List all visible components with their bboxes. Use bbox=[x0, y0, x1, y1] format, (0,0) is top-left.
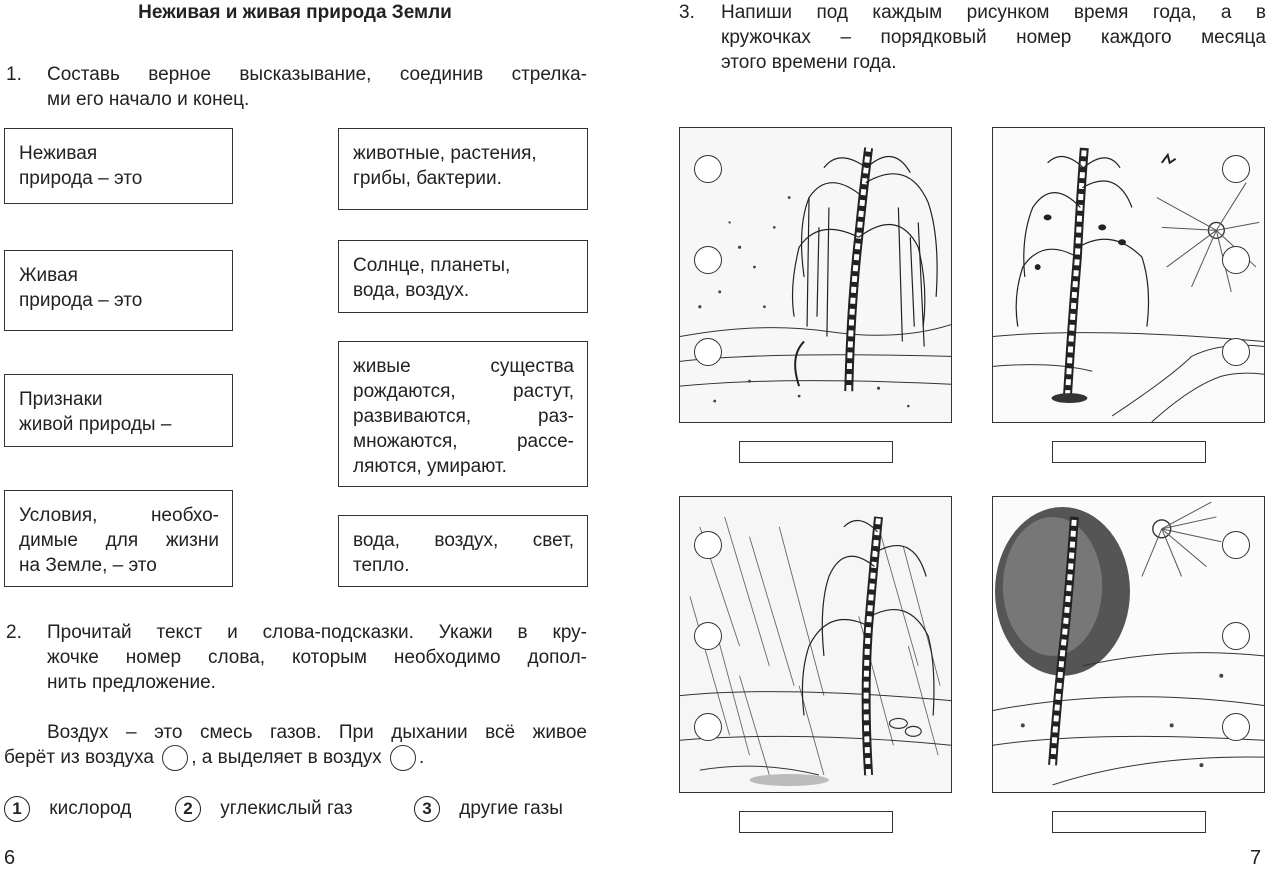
task1-instruction bbox=[47, 62, 587, 112]
end-box-3[interactable] bbox=[338, 341, 588, 487]
sentence-end: . bbox=[418, 747, 425, 769]
task2-text-line2: жочке номер слова, которым необходимо допол- bbox=[47, 647, 587, 668]
option-3-number: 3 bbox=[414, 796, 440, 822]
month-circle-summer-2[interactable] bbox=[1222, 622, 1250, 650]
option-3 bbox=[414, 796, 563, 822]
month-circle-autumn-2[interactable] bbox=[694, 246, 722, 274]
task1-text-line2: ми его начало и конец. bbox=[47, 89, 250, 110]
month-circle-rain-3[interactable] bbox=[694, 713, 722, 741]
end-box-3-line5: ляются, умирают. bbox=[353, 456, 507, 477]
task2-text-line1: Прочитай текст и слова-подсказки. Укажи в кру- bbox=[47, 622, 587, 643]
task2-sentence-line2 bbox=[4, 745, 588, 771]
start-box-4-line1: Условия, необхо- bbox=[19, 505, 219, 526]
answer-box-rain[interactable] bbox=[739, 811, 893, 833]
start-box-1-line1: Неживая bbox=[19, 143, 98, 164]
task3-text-line3: этого времени года. bbox=[721, 52, 897, 73]
answer-box-summer[interactable] bbox=[1052, 811, 1206, 833]
answer-circle-1[interactable] bbox=[162, 745, 188, 771]
task3-instruction bbox=[721, 0, 1266, 75]
end-box-2-line1: Солнце, планеты, bbox=[353, 255, 511, 276]
month-circle-autumn-3[interactable] bbox=[694, 338, 722, 366]
option-1-label: кислород bbox=[49, 798, 132, 819]
end-box-3-line2: рождаются, растут, bbox=[353, 381, 574, 402]
month-circle-summer-3[interactable] bbox=[1222, 713, 1250, 741]
end-box-1-line1: животные, растения, bbox=[353, 143, 537, 164]
task3-text-line2: кружочках – порядковый номер каждого месяца bbox=[721, 27, 1266, 48]
month-circle-autumn-1[interactable] bbox=[694, 155, 722, 183]
start-box-3-line2: живой природы – bbox=[19, 414, 172, 435]
answer-box-autumn[interactable] bbox=[739, 441, 893, 463]
month-circle-spring-2[interactable] bbox=[1222, 246, 1250, 274]
end-box-4-line1: вода, воздух, свет, bbox=[353, 530, 574, 551]
start-box-2-line2: природа – это bbox=[19, 290, 143, 311]
task2-sentence-line1: Воздух – это смесь газов. При дыхании всё живое bbox=[47, 722, 587, 743]
page-number-right: 7 bbox=[1250, 847, 1262, 869]
task2-number: 2. bbox=[6, 622, 22, 643]
start-box-1-line2: природа – это bbox=[19, 168, 143, 189]
start-box-3-line1: Признаки bbox=[19, 389, 103, 410]
task2-text-line3: нить предложение. bbox=[47, 672, 216, 693]
option-3-label: другие газы bbox=[459, 798, 563, 819]
task1-text-line1: Составь верное высказывание, соединив стрелка- bbox=[47, 64, 587, 85]
answer-circle-2[interactable] bbox=[390, 745, 416, 771]
start-box-3[interactable] bbox=[4, 374, 233, 447]
month-circle-spring-1[interactable] bbox=[1222, 155, 1250, 183]
answer-box-spring[interactable] bbox=[1052, 441, 1206, 463]
end-box-3-line1: живые существа bbox=[353, 356, 574, 377]
end-box-3-line3: развиваются, раз- bbox=[353, 406, 574, 427]
task2-instruction bbox=[47, 620, 587, 695]
start-box-4[interactable] bbox=[4, 490, 233, 587]
month-circle-summer-1[interactable] bbox=[1222, 531, 1250, 559]
end-box-4-line2: тепло. bbox=[353, 555, 410, 576]
task3-text-line1: Напиши под каждым рисунком время года, а в bbox=[721, 2, 1266, 23]
end-box-4[interactable] bbox=[338, 515, 588, 587]
option-2-number: 2 bbox=[175, 796, 201, 822]
option-1 bbox=[4, 796, 131, 822]
task3-number: 3. bbox=[679, 2, 695, 23]
start-box-4-line2: димые для жизни bbox=[19, 530, 219, 551]
month-circle-rain-1[interactable] bbox=[694, 531, 722, 559]
start-box-2-line1: Живая bbox=[19, 265, 78, 286]
end-box-3-line4: множаются, рассе- bbox=[353, 431, 574, 452]
month-circle-rain-2[interactable] bbox=[694, 622, 722, 650]
month-circle-spring-3[interactable] bbox=[1222, 338, 1250, 366]
end-box-2-line2: вода, воздух. bbox=[353, 280, 470, 301]
option-2 bbox=[175, 796, 353, 822]
page-title: Неживая и живая природа Земли bbox=[138, 2, 452, 23]
option-1-number: 1 bbox=[4, 796, 30, 822]
start-box-4-line3: на Земле, – это bbox=[19, 555, 157, 576]
task1-number: 1. bbox=[6, 64, 22, 85]
start-box-1[interactable] bbox=[4, 128, 233, 204]
sentence-part2: , а выделяет в воздух bbox=[191, 747, 382, 769]
end-box-1[interactable] bbox=[338, 128, 588, 210]
sentence-part1: берёт из воздуха bbox=[4, 747, 154, 769]
page-number-left: 6 bbox=[4, 847, 16, 869]
option-2-label: углекислый газ bbox=[220, 798, 353, 819]
start-box-2[interactable] bbox=[4, 250, 233, 331]
end-box-2[interactable] bbox=[338, 240, 588, 313]
end-box-1-line2: грибы, бактерии. bbox=[353, 168, 502, 189]
